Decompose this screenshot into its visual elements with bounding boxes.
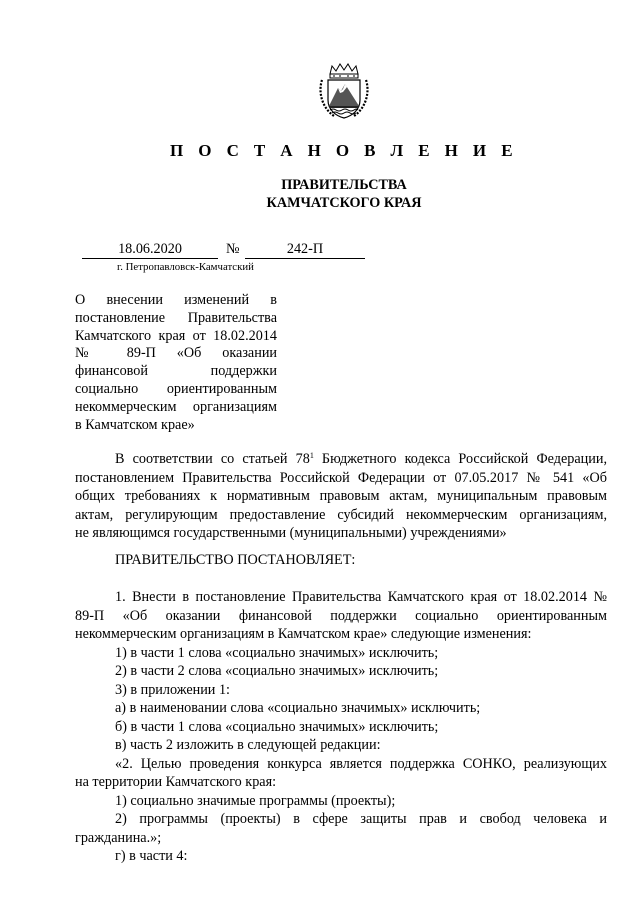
subject-block — [75, 292, 277, 434]
list-item: а) в наименовании слова «социально значимых» исключить; — [115, 700, 481, 716]
preamble-line: В соответствии со статьей $78^1$ Бюджетного кодекса Российской Федерации, — [115, 451, 607, 467]
subject-line: постановление Правительства — [75, 309, 277, 326]
preamble-line: актам, регулирующим предоставление субсидий некоммерческим организациям, — [75, 506, 607, 523]
preamble-line: не являющимся государственными (муниципальными) учреждениями» — [75, 525, 507, 541]
list-item: в) часть 2 изложить в следующей редакции: — [115, 737, 381, 753]
city-line: г. Петропавловск-Камчатский — [117, 261, 254, 273]
preamble-line: общих требованиях к нормативным правовым актам, муниципальным правовым — [75, 488, 607, 504]
subject-line: О внесении изменений в — [75, 292, 277, 308]
list-item: 2) в части 2 слова «социально значимых» исключить; — [115, 663, 439, 679]
quote-line: «2. Целью проведения конкурса является поддержка СОНКО, реализующих — [115, 755, 607, 772]
footnote-superscript: 1 — [309, 451, 314, 460]
subject-line: социально ориентированным — [75, 380, 277, 397]
number-sign: № — [226, 241, 240, 257]
subject-line: финансовой поддержки — [75, 363, 277, 380]
preamble-line: постановлением Правительства Российской Федерации от 07.05.2017 № 541 «Об — [75, 469, 607, 486]
kamchatka-coat-of-arms-icon — [316, 62, 372, 120]
decree-heading: ПРАВИТЕЛЬСТВО ПОСТАНОВЛЯЕТ: — [115, 552, 356, 568]
quote-item: 2) программы (проекты) в сфере защиты прав и свобод человека и — [115, 811, 607, 827]
subject-line: № 89-П «Об оказании — [75, 345, 277, 362]
list-item: б) в части 1 слова «социально значимых» исключить; — [115, 718, 439, 735]
subject-line: в Камчатском крае» — [75, 416, 195, 433]
issuer-line-2: КАМЧАТСКОГО КРАЯ — [266, 195, 422, 211]
quote-item: гражданина.»; — [75, 829, 162, 846]
quote-item: 1) социально значимые программы (проекты); — [115, 792, 396, 809]
issuer-line-1: ПРАВИТЕЛЬСТВА — [281, 177, 407, 193]
body-line: 1. Внести в постановление Правительства Камчатского края от 18.02.2014 № — [115, 589, 607, 605]
quote-line: на территории Камчатского края: — [75, 774, 277, 790]
body-line: некоммерческим организациям в Камчатском крае» следующие изменения: — [75, 626, 532, 642]
list-item: 1) в части 1 слова «социально значимых» исключить; — [115, 644, 439, 661]
list-item: 3) в приложении 1: — [115, 681, 230, 698]
body-line: 89-П «Об оказании финансовой поддержки социально ориентированным — [75, 607, 607, 624]
document-number: 242-П — [245, 240, 365, 259]
subject-line: Камчатского края от 18.02.2014 — [75, 327, 277, 344]
document-type-title: П О С Т А Н О В Л Е Н И Е — [170, 141, 518, 160]
body-paragraphs — [75, 588, 607, 866]
document-date: 18.06.2020 — [82, 240, 218, 259]
preamble-paragraph — [75, 450, 607, 543]
list-item: г) в части 4: — [115, 848, 188, 864]
subject-line: некоммерческим организациям — [75, 398, 277, 415]
